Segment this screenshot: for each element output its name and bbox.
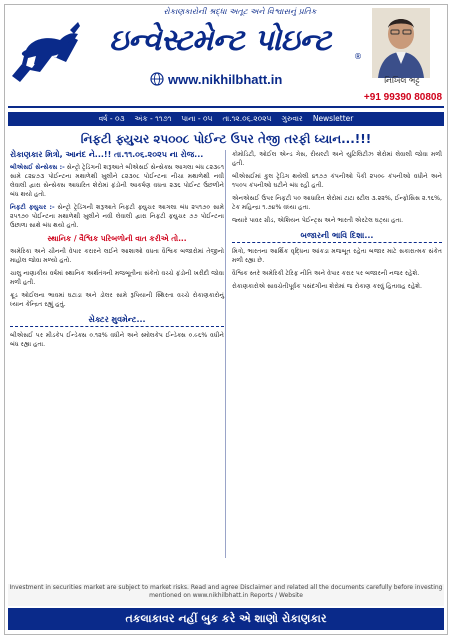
local-global-heading: સ્થાનિક / વૈશ્વિક પરિબળોની વાત કરીએ તો... — [47, 234, 187, 243]
sensex-paragraph — [10, 163, 224, 199]
issue-date: તા.૧૨.૦૬.૨૦૨૫ — [222, 114, 272, 123]
header-divider — [8, 106, 444, 108]
phone-number[interactable]: +91 99390 80808 — [363, 92, 443, 103]
globe-icon — [150, 72, 164, 86]
issue-bar — [8, 112, 444, 126]
website-row — [150, 70, 360, 88]
paragraph: કોમોડિટી, ઓઈલ એન્ડ ગેસ, રીયલ્ટી અને યુટિલિટીઝ શેરોમાં લેવાલી જોવા મળી હતી. — [232, 151, 442, 167]
disclaimer: Investment in securities market are subject to market risks. Read and agree Disclaimer and related all the documents carefully before investing mentioned on www.nikhilbhatt.in Reports / Website — [8, 584, 444, 606]
nifty-paragraph — [10, 203, 224, 230]
footer-slogan: તકલાકાવર નહીં બુક કરે એ શાણો રોકાણકાર — [8, 608, 444, 630]
paragraph: એનએસઈ ઉપર નિફટી ૫૦ આધારિત શેરોમાં ટાટા સ્ટીલ ૩.૨૨%, ઈન્ફોસિસ ૨.૧૬%, ટેક મહિન્દ્રા ૧.૭૪% વધ્યા હતા. — [232, 195, 442, 211]
sector-heading: સેક્ટર મુવમેન્ટ... — [10, 315, 224, 327]
greeting: રોકાણકાર મિત્રો, આનંદ ને...!! તા.૧૧.૦૬.૨૦૨૫ ના રોજ... — [10, 150, 204, 159]
paragraph: બીએસઈમાં કુલ ટ્રેડિંગ થયેલી ૪૧૭૭ કંપનીઓ પૈકી ૨૫૦૯ કંપનીઓ વધીને અને ૧૫૦૫ કંપનીઓ ઘટીને બંધ રહી હતી. — [232, 173, 442, 189]
portrait-icon — [372, 8, 430, 78]
paragraph: બીએસઈ પર મીડકેપ ઈન્ડેક્સ ૦.૧૨% વધીને અને સ્મોલકેપ ઈન્ડેક્સ ૦.૯૬% વધીને બંધ રહ્યા હતા. — [10, 332, 224, 348]
column-divider — [225, 150, 226, 558]
left-column — [10, 150, 224, 353]
issue-page: પાના - ૦૫ — [181, 114, 213, 123]
issue-label: Newsletter — [312, 114, 354, 123]
paragraph: ક્રૂડ ઓઈલના ભાવમાં ઘટાડા અને ડોલર સામે રૂપિયાની સ્થિરતા વચ્ચે રોકાણકારોનું ધ્યાન કેન્દ્રિત રહ્યું હતું. — [10, 292, 224, 308]
registered-mark: ® — [354, 52, 362, 61]
right-column — [232, 150, 442, 295]
paragraph: ચાલુ નાણાકીય વર્ષમાં સ્થાનિક અર્થતંત્રની મજબૂતીના સંકેતો વચ્ચે ફંડોની ખરીદી જોવા મળી હતી. — [10, 270, 224, 286]
issue-day: ગુરુવાર — [281, 114, 303, 123]
page-headline: નિફટી ફ્યુચર ૨૫૦૦૮ પોઈન્ટ ઉપર તેજી તરફી ધ્યાન...!!! — [80, 132, 372, 146]
paragraph: અમેરિકા અને ચીનની વેપાર કરારને લઈને આશાઓ વધતા વૈશ્વિક બજારોમાં તેજીનો માહોલ જોવા મળ્યો હતો. — [10, 248, 224, 264]
brand-name: ઇન્વેસ્ટમેન્ટ પોઇન્ટ — [109, 23, 331, 58]
paragraph: વૈશ્વિક સ્તરે અમેરિકી ટેરિફ નીતિ અને વેપાર કરાર પર બજારની નજર રહેશે. — [232, 270, 420, 277]
nifty-text: સેન્ટ્રો ટ્રેડિંગની શરૂઆતે નિફટી ફ્યુચર આગલા બંધ ૨૫૧૭૦ સામે ૨૫૧૭૦ પોઈન્ટના મથાળેથી ખુલીને નવી લેવાલી દ્વારા નિફટી ફ્યુચર ૭૭ પોઈન્ટના ઉછાળા સાથે બંધ થયો હતો. — [10, 204, 224, 229]
issue-number: અંક - ૧૧૭૧ — [134, 114, 172, 123]
author-name: નિખિલ ભટ્ટ — [384, 76, 420, 85]
nifty-lead: નિફટી ફ્યુચર :- — [10, 204, 55, 211]
outlook-heading: બજારની ભાવિ દિશા... — [232, 231, 442, 243]
paragraph: જ્યારે પાવર ગ્રીડ, એશિયન પેઈન્ટ્સ અને ભારતી એરટેલ ઘટ્યા હતા. — [232, 217, 404, 224]
paragraph: મિત્રો, ભારતના આર્થિક વૃદ્ધિના આંકડા મજબૂત રહેતા બજાર માટે સકારાત્મક સંકેત મળી રહ્યા છે. — [232, 248, 442, 264]
paragraph: રોકાણકારોએ સાવચેતીપૂર્વક પસંદગીના શેરોમાં જ રોકાણ કરવું હિતાવહ રહેશે. — [232, 283, 422, 290]
sensex-lead: બીએસઈ સેન્સેક્સ :- — [10, 164, 65, 171]
website-url[interactable]: www.nikhilbhatt.in — [168, 71, 283, 87]
author-photo — [372, 8, 430, 78]
tagline: રોકાણકારોની શ્રદ્ધા અતૂટ અને વિશ્વાસનું પ્રતિક — [163, 7, 317, 16]
issue-year: વર્ષ - ૦૩ — [98, 114, 125, 123]
sensex-text: સેન્ટ્રો ટ્રેડિંગની શરૂઆતે બીએસઈ સેન્સેક્સ આગલા બંધ ૮૨૩૯૧ સામે ૮૨૪૭૩ પોઈન્ટના મથાળેથી ખુલીને ૮૨૩૦૮ પોઈન્ટના નીચા મથાળેથી નવી લેવાલી દ્વારા સેન્સેક્સ આધારિત શેરોમાં ફંડોની આકર્ષણ વધતા ૨૩૬ પોઈન્ટ ઉછળીને બંધ થયો હતો. — [10, 164, 225, 198]
